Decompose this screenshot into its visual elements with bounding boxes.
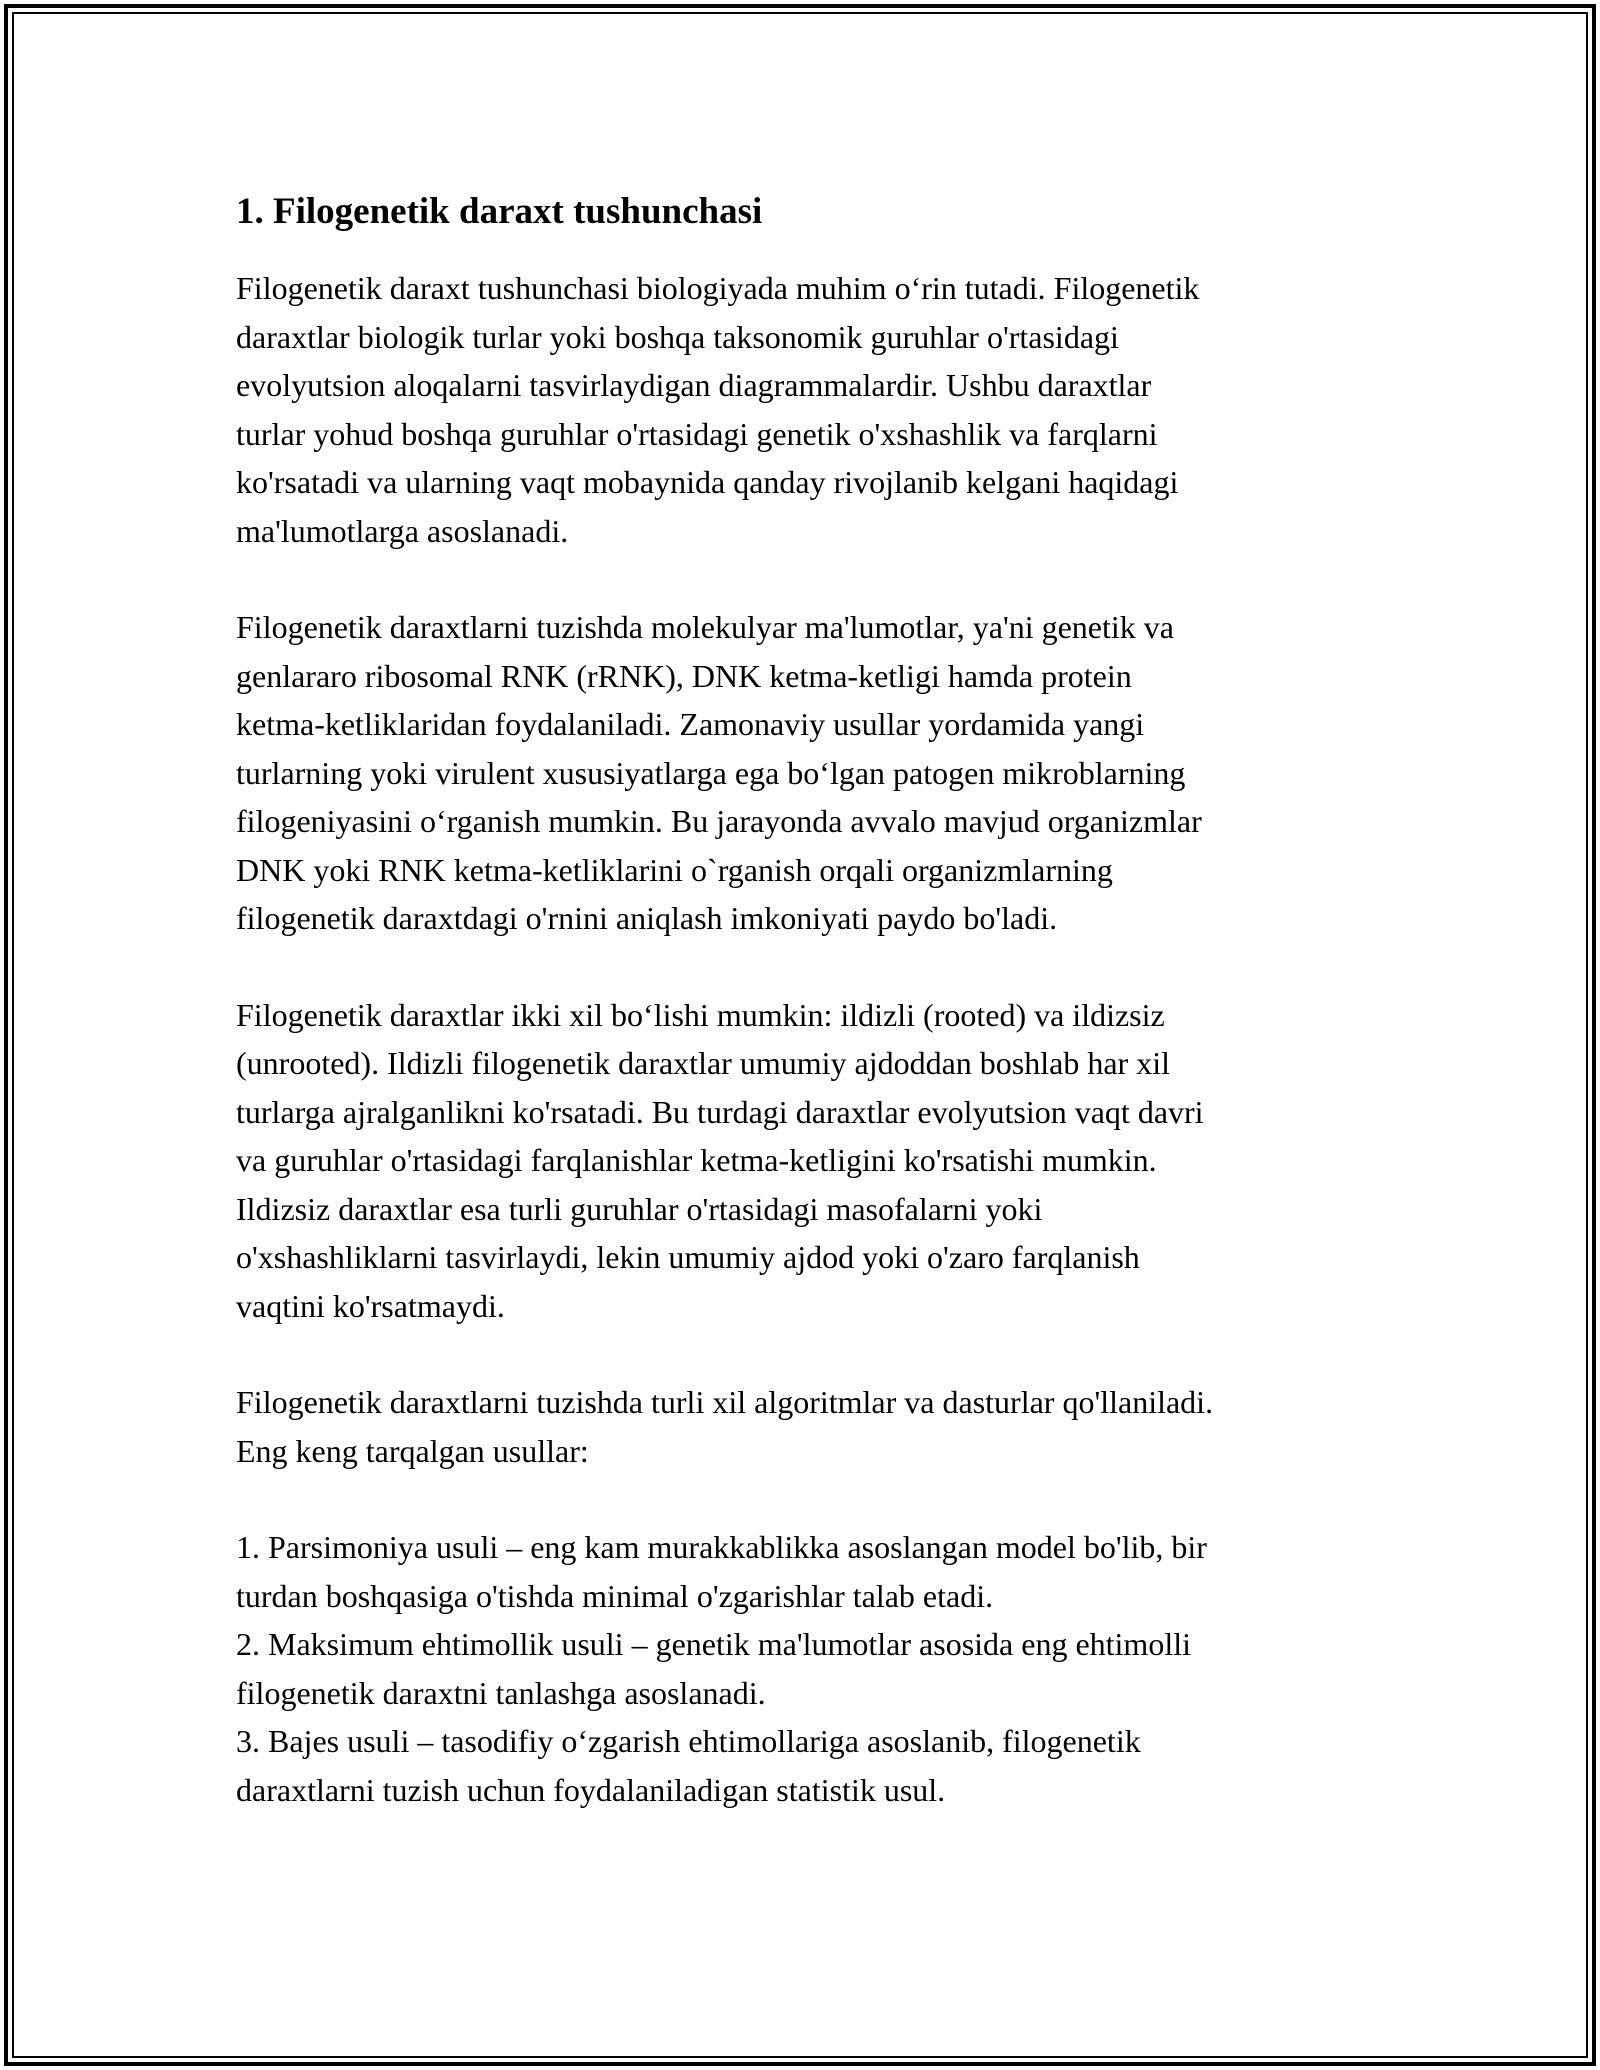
text-line: Eng keng tarqalgan usullar: (236, 1432, 589, 1469)
text-line: turlarning yoki virulent xususiyatlarga ega bo‘lgan patogen mikroblarning (236, 754, 1186, 791)
text-line: o'xshashliklarni tasvirlaydi, lekin umumiy ajdod yoki o'zaro farqlanish (236, 1239, 1140, 1275)
text-line: Filogenetik daraxtlarni tuzishda turli xil algoritmlar va dasturlar qo'llaniladi. (236, 1384, 1214, 1420)
text-line: Filogenetik daraxtlarni tuzishda molekulyar ma'lumotlar, ya'ni genetik va (236, 609, 1174, 645)
text-line: evolyutsion aloqalarni tasvirlaydigan diagrammalardir. Ushbu daraxtlar (236, 367, 1152, 403)
text-line: filogenetik daraxtdagi o'rnini aniqlash imkoniyati paydo bo'ladi. (236, 900, 1058, 936)
text-line: (unrooted). Ildizli filogenetik daraxtlar umumiy ajdoddan boshlab har xil (236, 1045, 1170, 1081)
text-line: turlar yohud boshqa guruhlar o'rtasidagi genetik o'xshashlik va farqlarni (236, 415, 1158, 452)
list-item-line: 2. Maksimum ehtimollik usuli – genetik ma'lumotlar asosida eng ehtimolli (236, 1626, 1191, 1662)
text-line: va guruhlar o'rtasidagi farqlanishlar ketma-ketligini ko'rsatishi mumkin. (236, 1142, 1157, 1178)
paragraph-methods-intro (236, 1378, 1366, 1475)
text-line: filogeniyasini o‘rganish mumkin. Bu jarayonda avvalo mavjud organizmlar (236, 803, 1202, 839)
methods-list (236, 1523, 1366, 1814)
text-line: DNK yoki RNK ketma-ketliklarini o`rganish orqali organizmlarning (236, 851, 1113, 888)
paragraph-molecular-data (236, 603, 1366, 943)
text-line: ko'rsatadi va ularning vaqt mobaynida qanday rivojlanib kelgani haqidagi (236, 464, 1179, 500)
text-line: daraxtlar biologik turlar yoki boshqa taksonomik guruhlar o'rtasidagi (236, 318, 1119, 355)
text-line: ketma-ketliklaridan foydalaniladi. Zamonaviy usullar yordamida yangi (236, 706, 1145, 742)
text-line: ma'lumotlarga asoslanadi. (236, 512, 569, 549)
list-item-line: daraxtlarni tuzish uchun foydalaniladigan statistik usul. (236, 1771, 946, 1808)
list-item-line: 3. Bajes usuli – tasodifiy o‘zgarish ehtimollariga asoslanib, filogenetik (236, 1723, 1141, 1759)
text-line: Filogenetik daraxt tushunchasi biologiyada muhim o‘rin tutadi. Filogenetik (236, 270, 1200, 306)
text-line: genlararo ribosomal RNK (rRNK), DNK ketma-ketligi hamda protein (236, 657, 1132, 694)
document-body (236, 186, 1366, 1814)
text-line: vaqtini ko'rsatmaydi. (236, 1287, 505, 1324)
text-line: Filogenetik daraxtlar ikki xil bo‘lishi mumkin: ildizli (rooted) va ildizsiz (236, 996, 1165, 1033)
text-line: turlarga ajralganlikni ko'rsatadi. Bu turdagi daraxtlar evolyutsion vaqt davri (236, 1093, 1204, 1130)
paragraph-definition (236, 264, 1366, 555)
list-item-line: filogenetik daraxtni tanlashga asoslanadi. (236, 1674, 766, 1711)
list-item-line: turdan boshqasiga o'tishda minimal o'zgarishlar talab etadi. (236, 1577, 994, 1614)
paragraph-tree-types (236, 991, 1366, 1331)
list-item-line: 1. Parsimoniya usuli – eng kam murakkablikka asoslangan model bo'lib, bir (236, 1529, 1207, 1565)
text-line: Ildizsiz daraxtlar esa turli guruhlar o'rtasidagi masofalarni yoki (236, 1190, 1043, 1227)
section-title: 1. Filogenetik daraxt tushunchasi (236, 191, 763, 232)
